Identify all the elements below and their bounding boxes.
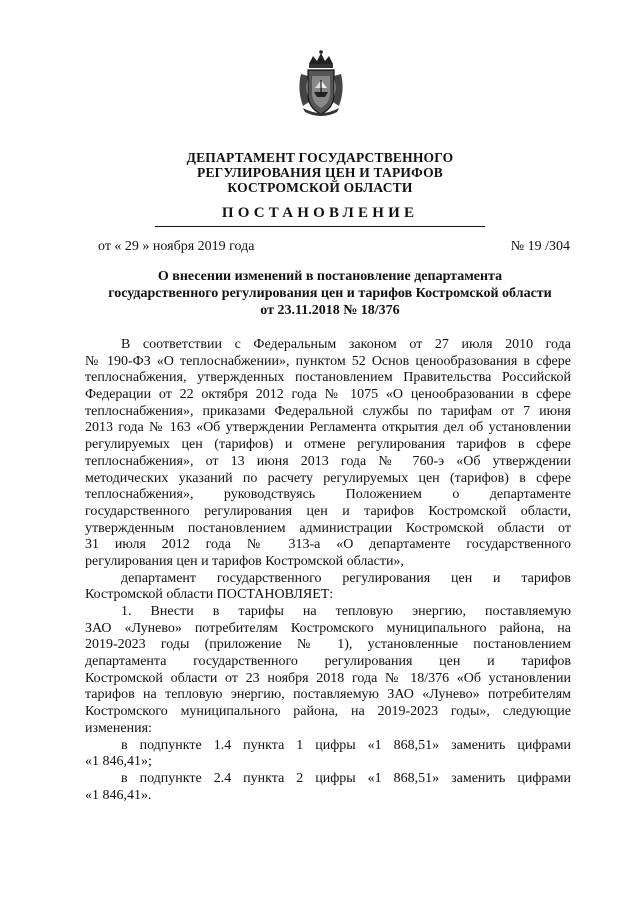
body-line: регулируемых цен (тарифов) и отмене регулирования тарифов в сфере [85,437,571,453]
body-line: 2019-2023 годы (приложение № 1), установленные постановлением [85,637,571,653]
body-line: департамента государственного регулирования цен и тарифов [85,654,571,670]
document-number: № 19 /304 [510,239,570,254]
body-line: «1 846,41»; [85,754,152,770]
body-line: в подпункте 2.4 пункта 2 цифры «1 868,51» заменить цифрами [121,770,571,786]
body-line: тарифов на тепловую энергию, поставляемую ЗАО «Лунево» потребителям [85,687,571,703]
body-line: 1. Внести в тарифы на тепловую энергию, поставляемую [121,604,571,619]
body-line: департамент государственного регулирования цен и тарифов [121,570,571,586]
body-line: регулирования цен и тарифов Костромской области», [85,553,404,569]
body-line: государственного регулирования цен и тарифов Костромской области, [85,503,571,519]
date-number-row [98,239,570,257]
body-line: № 190-ФЗ «О теплоснабжении», пунктом 52 Основ ценообразования в сфере [85,353,571,369]
subject-line-3: от 23.11.2018 № 18/376 [260,303,400,318]
body-line: Костромской области от 23 ноября 2018 года № 18/376 «Об установлении [85,670,571,686]
document-date: от « 29 » ноября 2019 года [98,239,255,254]
coat-of-arms-emblem [295,50,347,118]
body-line: теплоснабжения», от 13 июня 2013 года № 760-э «Об утверждении [85,453,571,469]
body-line: Федерации от 22 октября 2012 года № 1075 «О ценообразовании в сфере [85,387,571,403]
body-line: Костромского муниципального района, на 2019-2023 годы», следующие [85,704,571,720]
body-line: «1 846,41». [85,787,152,803]
document-type-title: ПОСТАНОВЛЕНИЕ [221,205,419,221]
body-line: Костромской области ПОСТАНОВЛЯЕТ: [85,587,334,603]
header-line-2: РЕГУЛИРОВАНИЯ ЦЕН И ТАРИФОВ [197,165,443,180]
body-line: 2013 года № 163 «Об утверждении Регламента открытия дел об установлении [85,420,571,436]
header-line-1: ДЕПАРТАМЕНТ ГОСУДАРСТВЕННОГО [186,150,454,165]
title-underline [155,226,485,227]
document-body [85,337,571,804]
body-line: теплоснабжения», руководствуясь Положением о департаменте [85,487,571,503]
body-line: 31 июля 2012 года № 313-а «О департаменте государственного [85,537,571,553]
subject-line-2: государственного регулирования цен и тарифов Костромской области [108,286,552,301]
body-line: теплоснабжения», приказами Федеральной службы по тарифам от 7 июня [85,403,571,419]
body-line: изменения: [85,720,152,736]
body-line: теплоснабжения, утвержденных постановлением Правительства Российской [85,370,571,386]
header-line-3: КОСТРОМСКОЙ ОБЛАСТИ [227,180,413,195]
department-header [0,150,640,195]
body-line: В соответствии с Федеральным законом от 27 июля 2010 года [121,337,571,352]
body-line: методических указаний по расчету регулируемых цен (тарифов) в сфере [85,470,571,486]
body-line: в подпункте 1.4 пункта 1 цифры «1 868,51» заменить цифрами [121,737,571,753]
body-line: ЗАО «Лунево» потребителям Костромского муниципального района, на [85,620,571,636]
subject-line-1: О внесении изменений в постановление департамента [157,269,503,284]
body-line: утвержденным постановлением администрации Костромской области от [85,520,571,536]
document-subject [0,268,640,319]
